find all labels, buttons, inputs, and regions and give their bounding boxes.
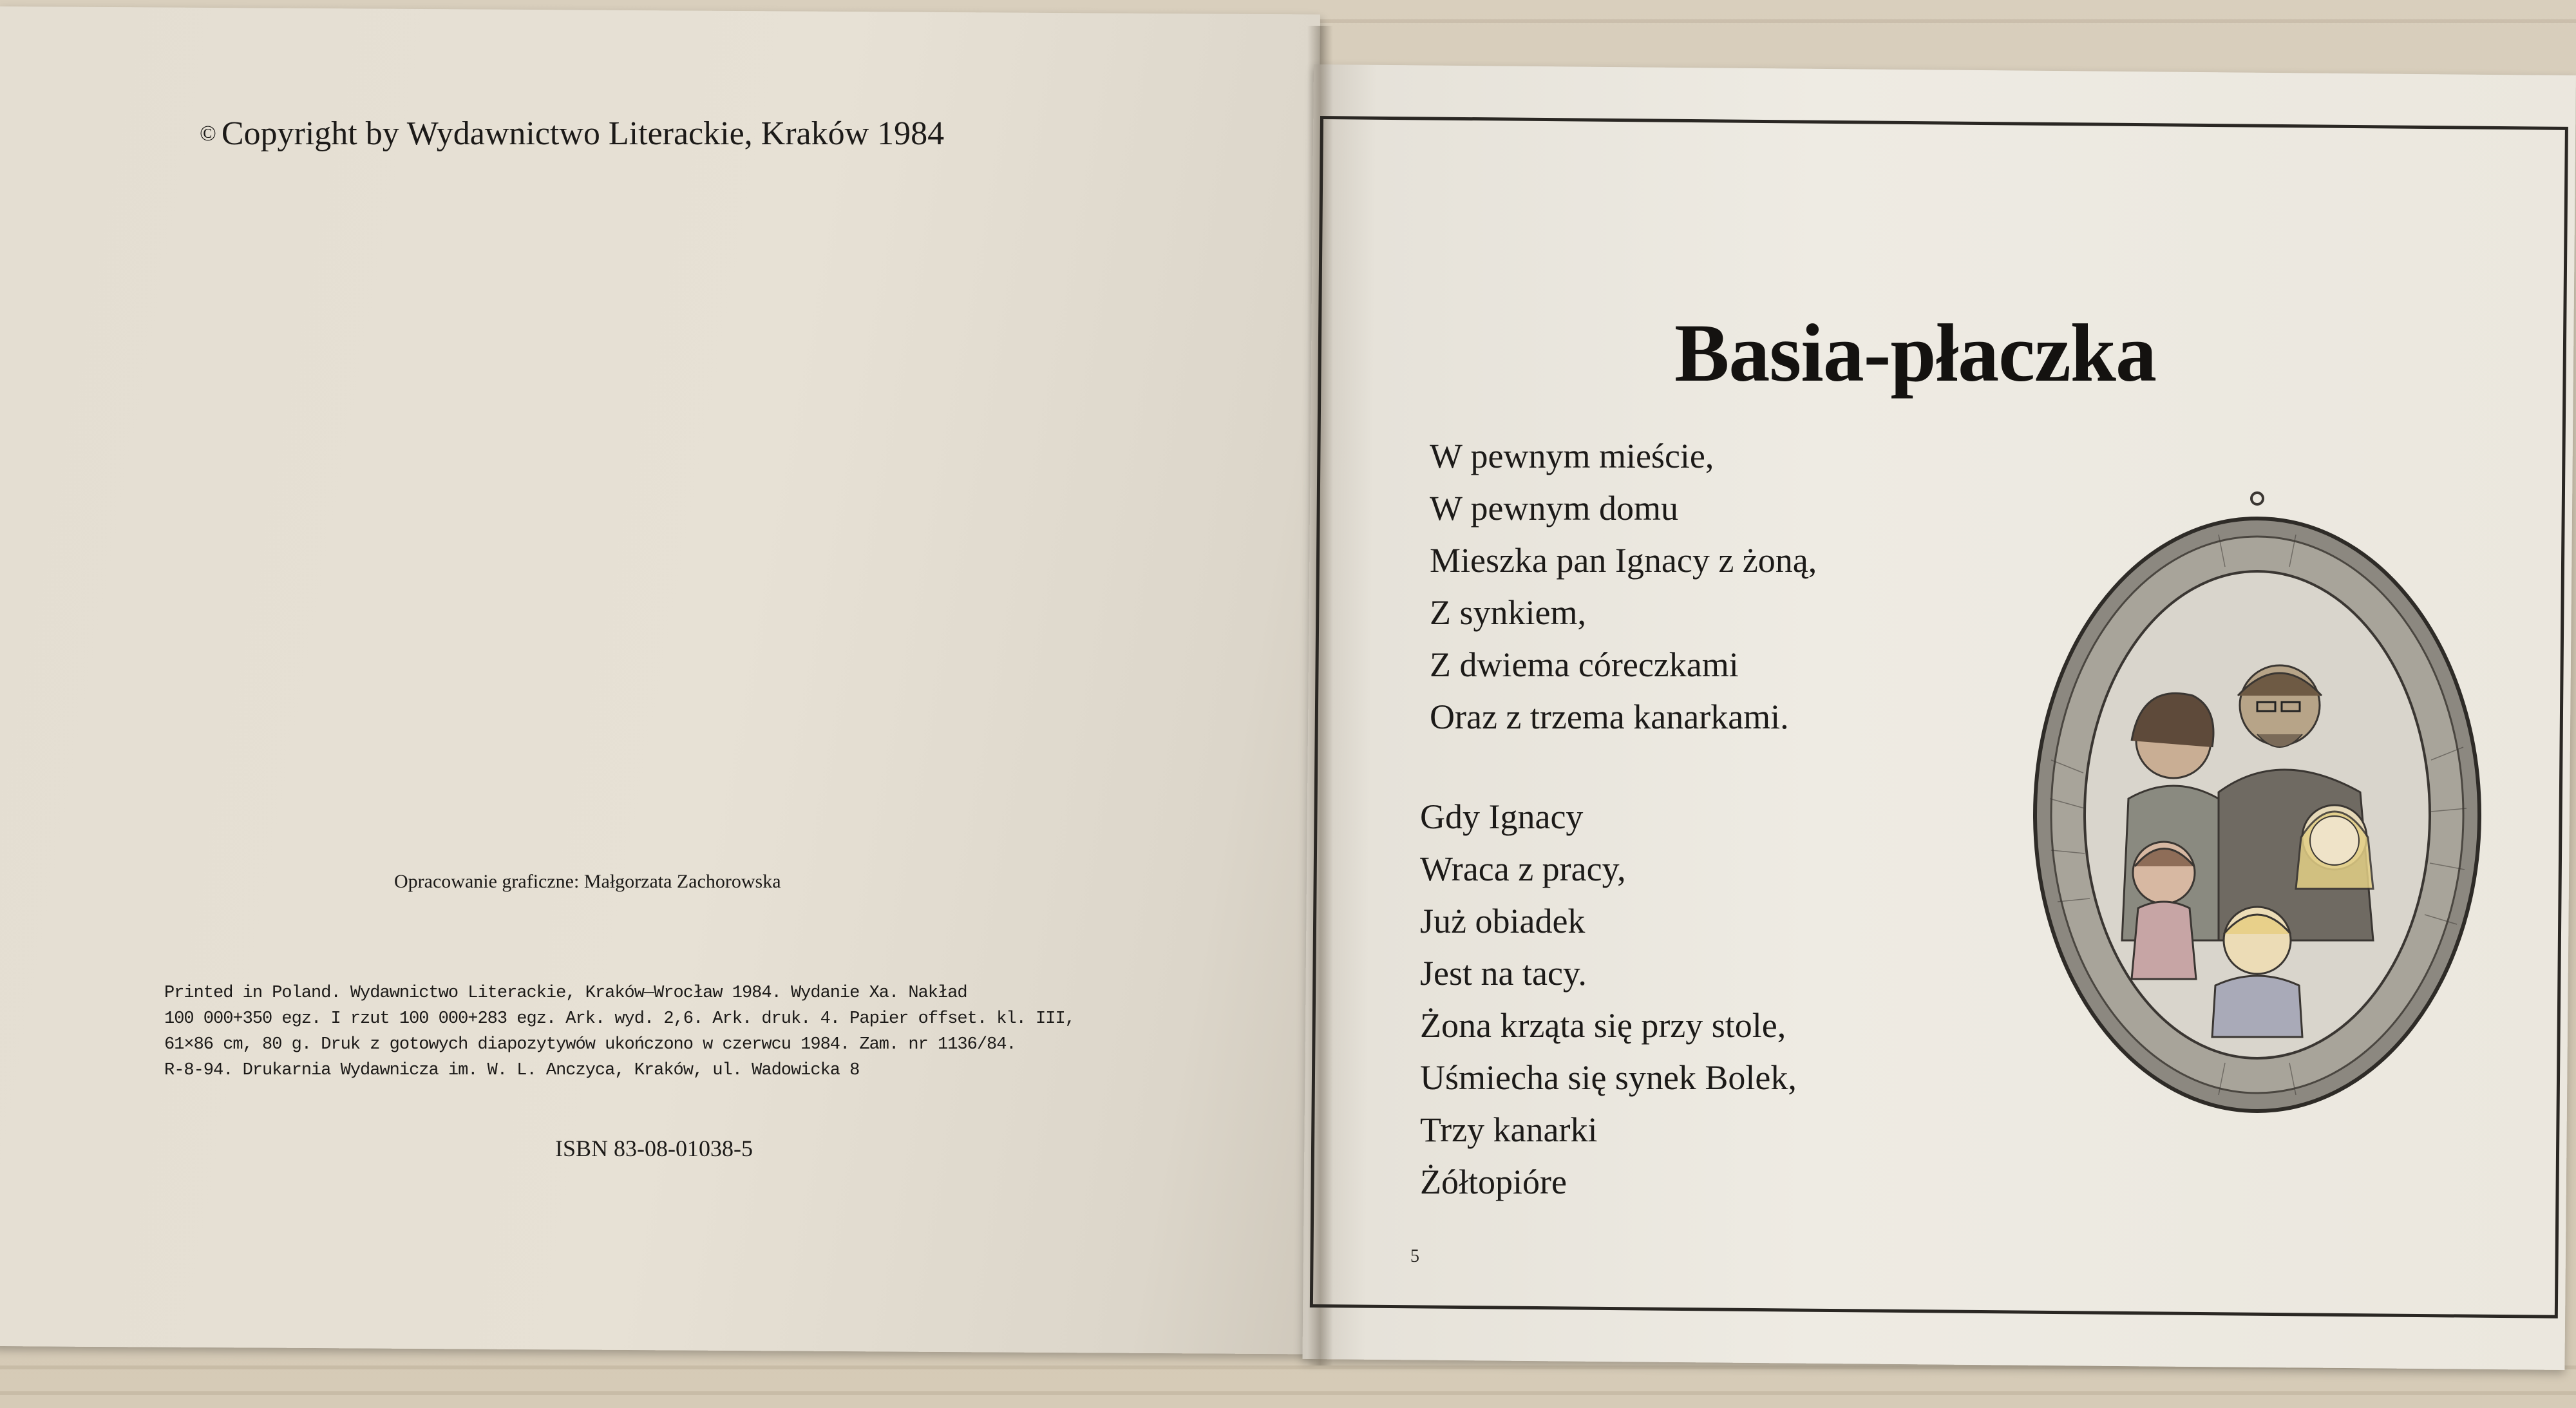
poem-line: Gdy Ignacy: [1420, 797, 1584, 836]
poem-line: W pewnym domu: [1430, 489, 1678, 528]
colophon: [164, 980, 1182, 1083]
colophon-line: 100 000+350 egz. I rzut 100 000+283 egz. Ark. wyd. 2,6. Ark. druk. 4. Papier offset. kl. III,: [164, 1009, 1075, 1029]
nail-icon: [2251, 493, 2263, 504]
page-number: 5: [1410, 1246, 1419, 1266]
stanza-1: [1430, 430, 1817, 743]
poem-line: Mieszka pan Ignacy z żoną,: [1430, 541, 1817, 580]
colophon-line: Printed in Poland. Wydawnictwo Literackie, Kraków—Wrocław 1984. Wydanie Xa. Nakład: [164, 984, 967, 1003]
poem-line: Żona krząta się przy stole,: [1420, 1006, 1786, 1045]
poem-line: W pewnym mieście,: [1430, 437, 1714, 475]
copyright-symbol: ©: [200, 122, 216, 146]
poem-line: Jest na tacy.: [1420, 954, 1587, 993]
poem-line: Oraz z trzema kanarkami.: [1430, 698, 1789, 736]
poem-line: Wraca z pracy,: [1420, 850, 1626, 888]
colophon-line: 61×86 cm, 80 g. Druk z gotowych diapozytywów ukończono w czerwcu 1984. Zam. nr 1136/84.: [164, 1035, 1016, 1054]
poem-line: Już obiadek: [1420, 902, 1586, 940]
colophon-line: R-8-94. Drukarnia Wydawnicza im. W. L. Anczyca, Kraków, ul. Wadowicka 8: [164, 1061, 860, 1080]
poem-line: Żółtopióre: [1420, 1163, 1567, 1201]
stanza-2: [1420, 791, 1797, 1208]
poem-title: Basia-płaczka: [1674, 307, 2156, 399]
copyright-text: Copyright by Wydawnictwo Literackie, Kraków 1984: [221, 115, 945, 152]
copyright-notice: [200, 115, 944, 153]
isbn: ISBN 83-08-01038-5: [555, 1136, 753, 1161]
poem-line: Z synkiem,: [1430, 593, 1586, 632]
poem-line: Z dwiema córeczkami: [1430, 645, 1739, 684]
poem-line: Trzy kanarki: [1420, 1110, 1598, 1149]
poem-line: Uśmiecha się synek Bolek,: [1420, 1058, 1797, 1097]
family-portrait-illustration: [2025, 490, 2489, 1127]
design-credit: Opracowanie graficzne: Małgorzata Zachorowska: [394, 871, 781, 892]
